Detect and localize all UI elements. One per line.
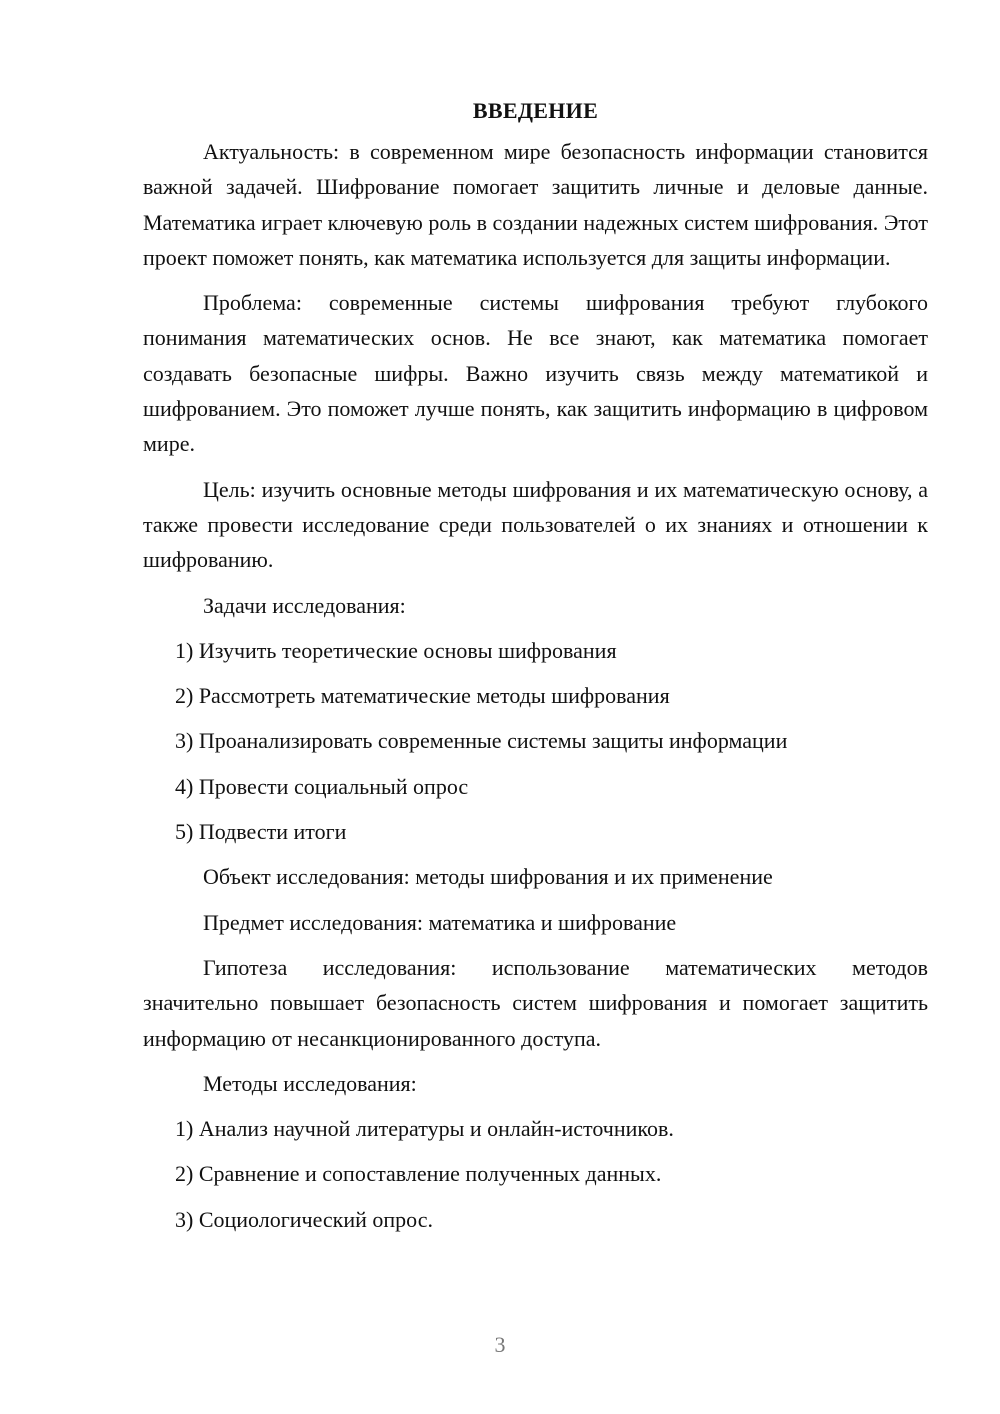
task-item-4: 4) Провести социальный опрос xyxy=(175,773,469,799)
relevance-paragraph: Актуальность: в современном мире безопасность информации становится важной задачей. Шифрование помогает защитить личные и деловые данные. Математика играет ключевую роль в создании надежных систем шифрования. Этот проект поможет понять, как математика используется для защиты информации. xyxy=(143,139,928,270)
document-page xyxy=(143,96,928,1247)
page-number: 3 xyxy=(494,1332,506,1357)
method-item-1: 1) Анализ научной литературы и онлайн-источников. xyxy=(175,1116,674,1142)
research-subject: Предмет исследования: математика и шифрование xyxy=(203,909,677,935)
tasks-heading: Задачи исследования: xyxy=(203,592,406,618)
research-object: Объект исследования: методы шифрования и их применение xyxy=(203,864,773,890)
problem-paragraph: Проблема: современные системы шифрования требуют глубокого понимания математических основ. Не все знают, как математика помогает создавать безопасные шифры. Важно изучить связь между математикой и шифрованием. Это поможет лучше понять, как защитить информацию в цифровом мире. xyxy=(143,290,928,457)
method-item-3: 3) Социологический опрос. xyxy=(175,1206,433,1232)
hypothesis-paragraph: Гипотеза исследования: использование математических методов значительно повышает безопасность систем шифрования и помогает защитить информацию от несанкционированного доступа. xyxy=(143,954,928,1051)
task-item-5: 5) Подвести итоги xyxy=(175,819,347,845)
task-item-2: 2) Рассмотреть математические методы шифрования xyxy=(175,683,670,709)
methods-heading: Методы исследования: xyxy=(203,1070,417,1096)
task-item-3: 3) Проанализировать современные системы защиты информации xyxy=(175,728,788,754)
goal-paragraph: Цель: изучить основные методы шифрования и их математическую основу, а также провести исследование среди пользователей о их знаниях и отношении к шифрованию. xyxy=(143,476,928,573)
page-title: ВВЕДЕНИЕ xyxy=(472,98,599,123)
method-item-2: 2) Сравнение и сопоставление полученных данных. xyxy=(175,1161,662,1187)
task-item-1: 1) Изучить теоретические основы шифрования xyxy=(175,637,617,663)
